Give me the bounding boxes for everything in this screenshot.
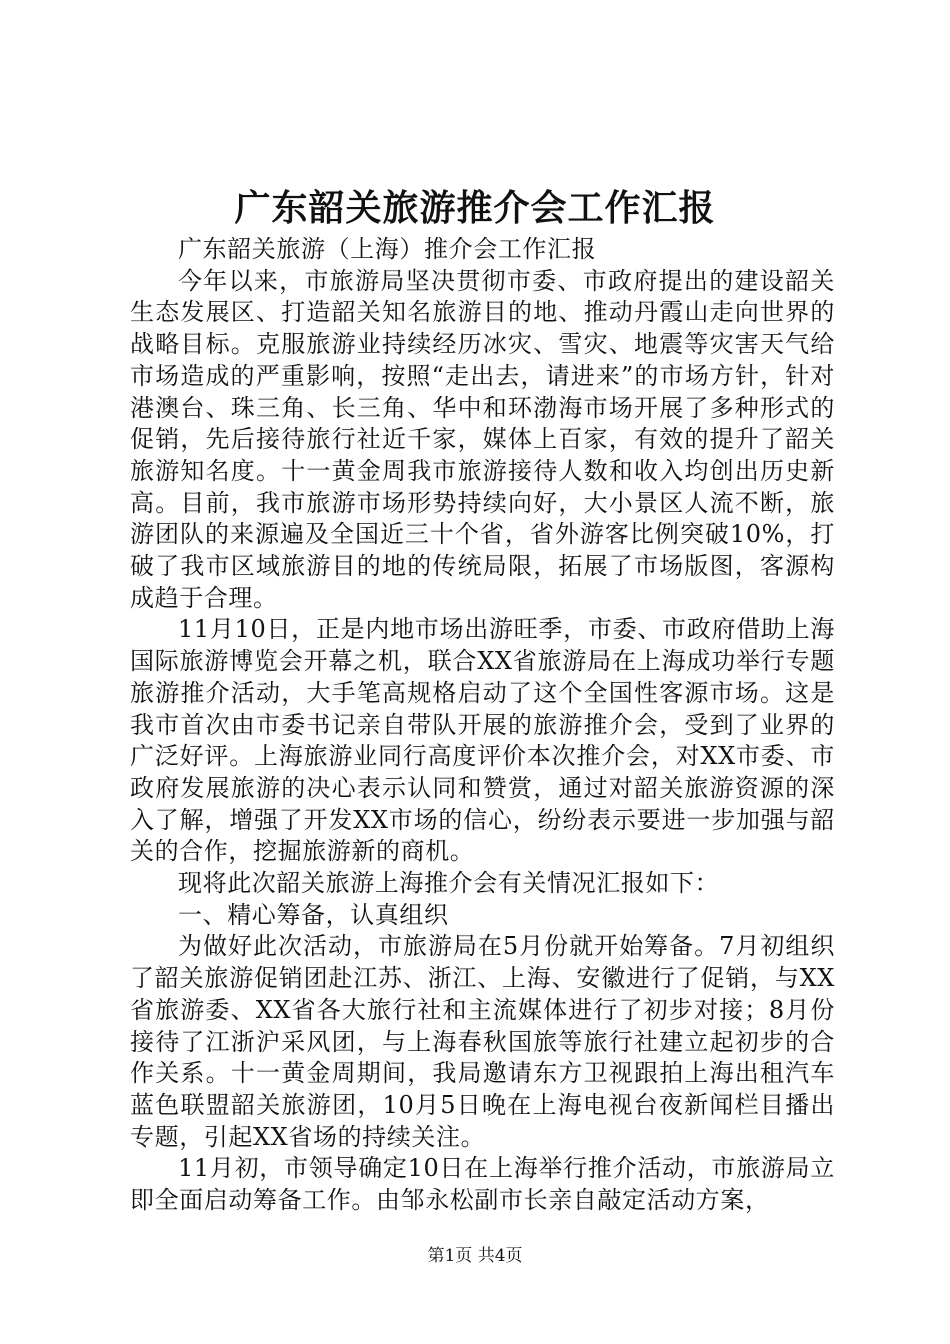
section-heading: 一、精心筹备，认真组织 [178,900,449,929]
paragraph: 11月10日，正是内地市场出游旺季，市委、市政府借助上海国际旅游博览会开幕之机，联合XX省旅游局在上海成功举行专题旅游推介活动，大手笔高规格启动了这个全国性客源市场。这是我市首次由市委书记亲自带队开展的旅游推介会，受到了业界的广泛好评。上海旅游业同行高度评价本次推介会，对XX市委、市政府发展旅游的决心表示认同和赞赏，通过对韶关旅游资源的深入了解，增强了开发XX市场的信心，纷纷表示要进一步加强与韶关的合作，挖掘旅游新的商机。 [130,615,835,866]
document-body [130,234,835,1217]
paragraph: 为做好此次活动，市旅游局在5月份就开始筹备。7月初组织了韶关旅游促销团赴江苏、浙江、上海、安徽进行了促销，与XX省旅游委、XX省各大旅行社和主流媒体进行了初步对接；8月份接待了江浙沪采风团，与上海春秋国旅等旅行社建立起初步的合作关系。十一黄金周期间，我局邀请东方卫视跟拍上海出租汽车蓝色联盟韶关旅游团，10月5日晚在上海电视台夜新闻栏目播出专题，引起XX省场的持续关注。 [130,932,835,1151]
paragraph: 今年以来，市旅游局坚决贯彻市委、市政府提出的建设韶关生态发展区、打造韶关知名旅游目的地、推动丹霞山走向世界的战略目标。克服旅游业持续经历冰灾、雪灾、地震等灾害天气给市场造成的严重影响，按照“走出去，请进来”的市场方针，针对港澳台、珠三角、长三角、华中和环渤海市场开展了多种形式的促销，先后接待旅行社近千家，媒体上百家，有效的提升了韶关旅游知名度。十一黄金周我市旅游接待人数和收入均创出历史新高。目前，我市旅游市场形势持续向好，大小景区人流不断，旅游团队的来源遍及全国近三十个省，省外游客比例突破10%，打破了我市区域旅游目的地的传统局限，拓展了市场版图，客源构成趋于合理。 [130,266,835,612]
page-footer: 第1页 共4页 [427,1246,523,1266]
paragraph: 11月初，市领导确定10日在上海举行推介活动，市旅游局立即全面启动筹备工作。由邹永松副市长亲自敲定活动方案， [130,1154,835,1215]
document-subtitle: 广东韶关旅游（上海）推介会工作汇报 [178,235,597,263]
document-title: 广东韶关旅游推介会工作汇报 [234,187,716,229]
paragraph: 现将此次韶关旅游上海推介会有关情况汇报如下： [178,869,720,898]
